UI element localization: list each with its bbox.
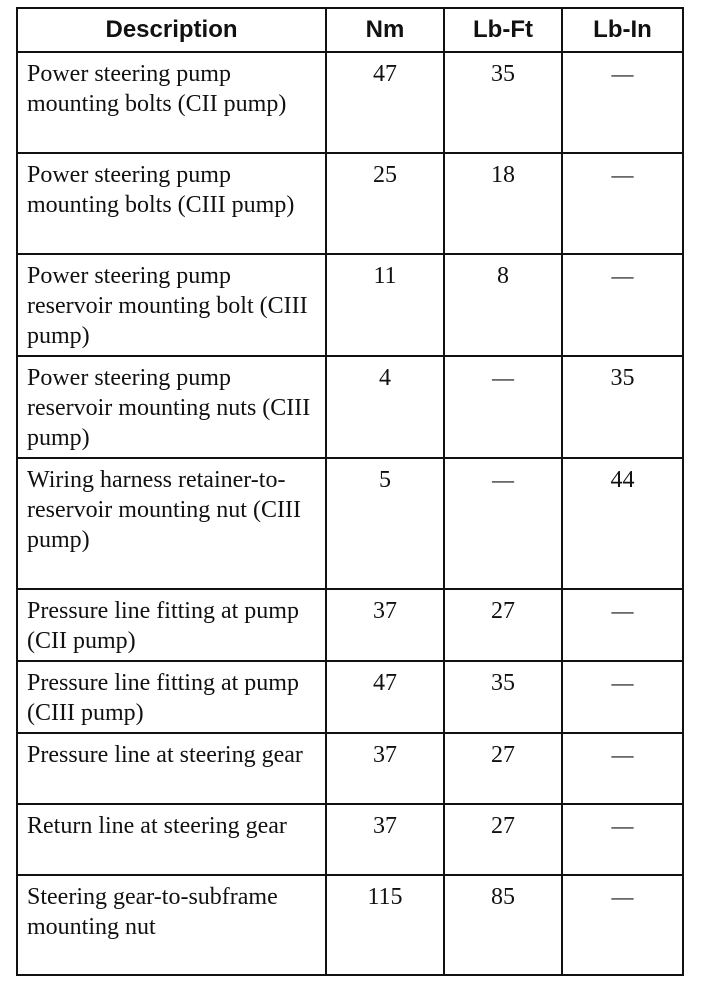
row-nm: 5 <box>326 458 444 589</box>
row-nm: 37 <box>326 804 444 875</box>
row-lb-ft: 35 <box>444 52 562 153</box>
row-nm: 47 <box>326 661 444 733</box>
row-nm: 25 <box>326 153 444 254</box>
row-lb-in: — <box>562 804 683 875</box>
row-description: Power steering pump mounting bolts (CII pump) <box>17 52 326 153</box>
row-lb-in: — <box>562 733 683 804</box>
row-nm: 37 <box>326 589 444 661</box>
row-lb-in: — <box>562 52 683 153</box>
row-nm: 115 <box>326 875 444 975</box>
row-description: Power steering pump reservoir mounting bolt (CIII pump) <box>17 254 326 356</box>
row-lb-ft: 8 <box>444 254 562 356</box>
row-lb-ft: — <box>444 458 562 589</box>
row-lb-ft: 18 <box>444 153 562 254</box>
row-lb-ft: 27 <box>444 589 562 661</box>
header-lb-ft: Lb-Ft <box>444 8 562 52</box>
row-description: Pressure line fitting at pump (CII pump) <box>17 589 326 661</box>
table-row <box>17 153 683 254</box>
table-row <box>17 733 683 804</box>
table-row <box>17 589 683 661</box>
row-description: Wiring harness retainer-to-reservoir mounting nut (CIII pump) <box>17 458 326 589</box>
row-nm: 4 <box>326 356 444 458</box>
table-row <box>17 458 683 589</box>
table-row <box>17 356 683 458</box>
torque-spec-table <box>16 7 684 976</box>
row-lb-in: — <box>562 875 683 975</box>
row-lb-ft: 27 <box>444 804 562 875</box>
row-lb-in: — <box>562 254 683 356</box>
row-nm: 47 <box>326 52 444 153</box>
row-lb-in: — <box>562 153 683 254</box>
row-lb-in: 35 <box>562 356 683 458</box>
row-lb-ft: — <box>444 356 562 458</box>
row-description: Return line at steering gear <box>17 804 326 875</box>
row-description: Pressure line at steering gear <box>17 733 326 804</box>
header-nm: Nm <box>326 8 444 52</box>
header-description: Description <box>17 8 326 52</box>
table-row <box>17 875 683 975</box>
row-description: Power steering pump mounting bolts (CIII pump) <box>17 153 326 254</box>
row-nm: 11 <box>326 254 444 356</box>
row-description: Power steering pump reservoir mounting nuts (CIII pump) <box>17 356 326 458</box>
header-row <box>17 8 683 52</box>
row-lb-in: — <box>562 589 683 661</box>
row-lb-in: 44 <box>562 458 683 589</box>
row-lb-ft: 85 <box>444 875 562 975</box>
row-description: Steering gear-to-subframe mounting nut <box>17 875 326 975</box>
row-lb-ft: 35 <box>444 661 562 733</box>
row-nm: 37 <box>326 733 444 804</box>
table-row <box>17 254 683 356</box>
header-lb-in: Lb-In <box>562 8 683 52</box>
row-description: Pressure line fitting at pump (CIII pump) <box>17 661 326 733</box>
table-row <box>17 804 683 875</box>
table-row <box>17 661 683 733</box>
table-row <box>17 52 683 153</box>
row-lb-in: — <box>562 661 683 733</box>
row-lb-ft: 27 <box>444 733 562 804</box>
